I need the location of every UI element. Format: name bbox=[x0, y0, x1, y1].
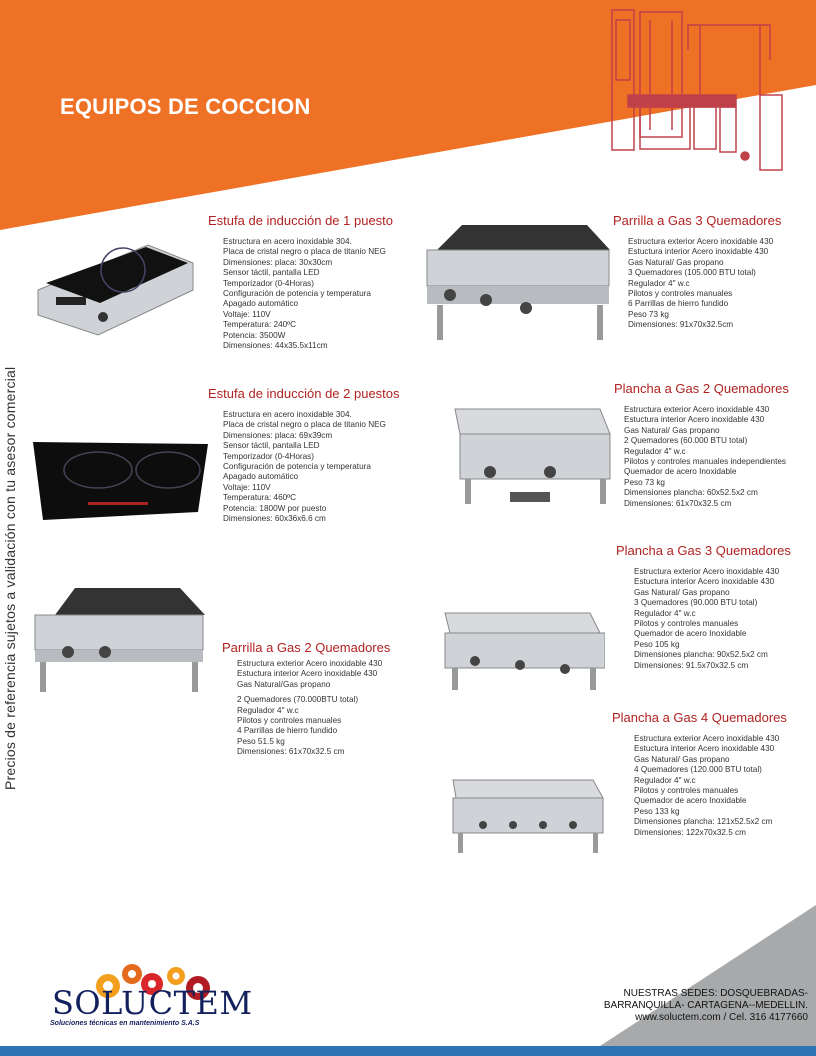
footer-line: BARRANQUILLA- CARTAGENA--MEDELLIN. bbox=[603, 1000, 808, 1011]
spec-line: Estructura exterior Acero inoxidable 430 bbox=[634, 734, 780, 743]
spec-line: Placa de cristal negro o placa de titanio NEG bbox=[223, 420, 386, 430]
spec-line: 6 Parrillas de hierro fundido bbox=[628, 299, 729, 309]
spec-line: Voltaje: 110V bbox=[223, 309, 271, 319]
logo-wordmark: SOLUCTEM bbox=[52, 984, 253, 1022]
product-griddle-3 bbox=[616, 543, 791, 671]
spec-line: 3 Quemadores (105.000 BTU total) bbox=[628, 268, 756, 278]
griddle-3-image bbox=[440, 603, 605, 693]
product-grill-3 bbox=[613, 213, 781, 331]
page-title: EQUIPOS DE COCCION bbox=[60, 94, 311, 119]
spec-line: Estructura en acero inoxidable 304. bbox=[223, 410, 352, 419]
spec-line: Regulador 4" w.c bbox=[628, 278, 690, 288]
spec-line: Sensor táctil, pantalla LED bbox=[223, 441, 320, 451]
spec-line: Dimensiones: 60x36x6.6 cm bbox=[223, 514, 326, 524]
product-title: Plancha a Gas 4 Quemadores bbox=[612, 710, 787, 725]
spec-line: Regulador 4" w.c bbox=[634, 608, 696, 618]
spec-line: Dimensiones: placa: 69x39cm bbox=[223, 430, 333, 440]
spec-line: Quemador de acero Inoxidable bbox=[634, 629, 747, 639]
spec-line: Temperatura: 460ºC bbox=[223, 493, 297, 503]
blue-bottom-bar bbox=[0, 1046, 816, 1056]
product-griddle-2 bbox=[614, 381, 789, 509]
spec-line: Dimensiones: 91x70x32.5cm bbox=[628, 320, 734, 330]
spec-line: Estuctura interior Acero inoxidable 430 bbox=[628, 247, 769, 257]
spec-line: Estructura exterior Acero inoxidable 430 bbox=[624, 405, 770, 414]
spec-line: Regulador 4" w.c bbox=[624, 446, 686, 456]
product-induction-1 bbox=[208, 213, 393, 351]
spec-line: Estructura exterior Acero inoxidable 430 bbox=[634, 567, 780, 576]
spec-line: Estuctura interior Acero inoxidable 430 bbox=[237, 669, 378, 679]
product-grill-2 bbox=[222, 640, 390, 758]
spec-line: Dimensiones: placa: 30x30cm bbox=[223, 257, 333, 267]
soluctem-logo bbox=[50, 962, 270, 1034]
spec-line: Pilotos y controles manuales bbox=[237, 716, 342, 726]
griddle-2-image bbox=[450, 404, 615, 514]
spec-line: Placa de cristal negro o placa de titanio NEG bbox=[223, 247, 386, 257]
footer-contact bbox=[604, 988, 808, 1024]
spec-line: Temporizador (0-4Horas) bbox=[223, 451, 315, 461]
spec-line: Apagado automático bbox=[223, 472, 299, 482]
spec-line: Regulador 4" w.c bbox=[634, 775, 696, 785]
spec-line: Estuctura interior Acero inoxidable 430 bbox=[624, 415, 765, 425]
spec-line: 4 Parrillas de hierro fundido bbox=[237, 726, 338, 736]
spec-line: Quemador de acero Inoxidable bbox=[634, 796, 747, 806]
spec-line: Voltaje: 110V bbox=[223, 482, 271, 492]
footer-line: NUESTRAS SEDES: DOSQUEBRADAS- bbox=[623, 988, 808, 999]
product-induction-2 bbox=[208, 386, 400, 524]
product-title: Estufa de inducción de 2 puestos bbox=[208, 386, 400, 401]
spec-line: Gas Natural/Gas propano bbox=[237, 679, 331, 689]
spec-line: 4 Quemadores (120.000 BTU total) bbox=[634, 765, 762, 775]
spec-line: Dimensiones: 122x70x32.5 cm bbox=[634, 827, 746, 837]
spec-line: Dimensiones: 61x70x32.5 cm bbox=[624, 498, 732, 508]
spec-line: Dimensiones: 91.5x70x32.5 cm bbox=[634, 660, 749, 670]
spec-line: Sensor táctil, pantalla LED bbox=[223, 268, 320, 278]
spec-line: Dimensiones: 44x35.5x11cm bbox=[223, 341, 328, 351]
spec-line: Regulador 4" w.c bbox=[237, 705, 299, 715]
induction-2-image bbox=[28, 432, 208, 524]
product-title: Plancha a Gas 2 Quemadores bbox=[614, 381, 789, 396]
spec-line: Pilotos y controles manuales independientes bbox=[624, 457, 787, 467]
spec-line: Peso 51.5 kg bbox=[237, 736, 285, 746]
spec-line: Estructura exterior Acero inoxidable 430 bbox=[237, 659, 383, 668]
spec-line: Temporizador (0-4Horas) bbox=[223, 278, 315, 288]
product-title: Parrilla a Gas 2 Quemadores bbox=[222, 640, 391, 655]
spec-line: Gas Natural/ Gas propano bbox=[628, 257, 724, 267]
price-disclaimer: Precios de referencia sujetos a validación con tu asesor comercial bbox=[2, 366, 18, 790]
spec-line: Apagado automático bbox=[223, 299, 299, 309]
spec-line: Temperatura: 240ºC bbox=[223, 320, 297, 330]
spec-line: Peso 105 kg bbox=[634, 639, 680, 649]
spec-line: Estructura en acero inoxidable 304. bbox=[223, 237, 352, 246]
griddle-4-image bbox=[448, 770, 606, 855]
product-griddle-4 bbox=[612, 710, 787, 838]
spec-line: Gas Natural/ Gas propano bbox=[634, 587, 730, 597]
gray-footer-triangle bbox=[600, 905, 816, 1046]
spec-line: Pilotos y controles manuales bbox=[628, 289, 733, 299]
spec-line: Peso 73 kg bbox=[628, 309, 669, 319]
logo-tagline: Soluciones técnicas en mantenimiento S.A.S bbox=[50, 1020, 200, 1027]
spec-line: 2 Quemadores (70.000BTU total) bbox=[237, 695, 359, 705]
spec-line: Estuctura interior Acero inoxidable 430 bbox=[634, 744, 775, 754]
spec-line: Dimensiones: 61x70x32.5 cm bbox=[237, 747, 345, 757]
spec-line: Quemador de acero Inoxidable bbox=[624, 467, 737, 477]
grill-3-image bbox=[422, 220, 612, 345]
spec-line: Gas Natural/ Gas propano bbox=[634, 754, 730, 764]
spec-line: Peso 73 kg bbox=[624, 477, 665, 487]
induction-1-image bbox=[28, 235, 198, 345]
product-title: Parrilla a Gas 3 Quemadores bbox=[613, 213, 782, 228]
spec-line: Dimensiones plancha: 121x52.5x2 cm bbox=[634, 817, 773, 827]
product-title: Estufa de inducción de 1 puesto bbox=[208, 213, 394, 228]
spec-line: Dimensiones plancha: 60x52.5x2 cm bbox=[624, 488, 758, 498]
spec-line: Configuración de potencia y temperatura bbox=[223, 462, 371, 472]
spec-line: Potencia: 1800W por puesto bbox=[223, 503, 327, 513]
spec-line: Estructura exterior Acero inoxidable 430 bbox=[628, 237, 774, 246]
spec-line: 3 Quemadores (90.000 BTU total) bbox=[634, 598, 758, 608]
spec-line: Peso 133 kg bbox=[634, 806, 680, 816]
spec-line: Estuctura interior Acero inoxidable 430 bbox=[634, 577, 775, 587]
spec-line: Gas Natural/ Gas propano bbox=[624, 425, 720, 435]
spec-line: Pilotos y controles manuales bbox=[634, 786, 739, 796]
footer-line: www.soluctem.com / Cel. 316 4177660 bbox=[635, 1012, 808, 1023]
spec-line: 2 Quemadores (60.000 BTU total) bbox=[624, 436, 748, 446]
product-title: Plancha a Gas 3 Quemadores bbox=[616, 543, 791, 558]
grill-2-image bbox=[30, 580, 210, 700]
spec-line: Dimensiones plancha: 90x52.5x2 cm bbox=[634, 650, 768, 660]
spec-line: Potencia: 3500W bbox=[223, 330, 286, 340]
spec-line: Configuración de potencia y temperatura bbox=[223, 289, 371, 299]
spec-line: Pilotos y controles manuales bbox=[634, 619, 739, 629]
